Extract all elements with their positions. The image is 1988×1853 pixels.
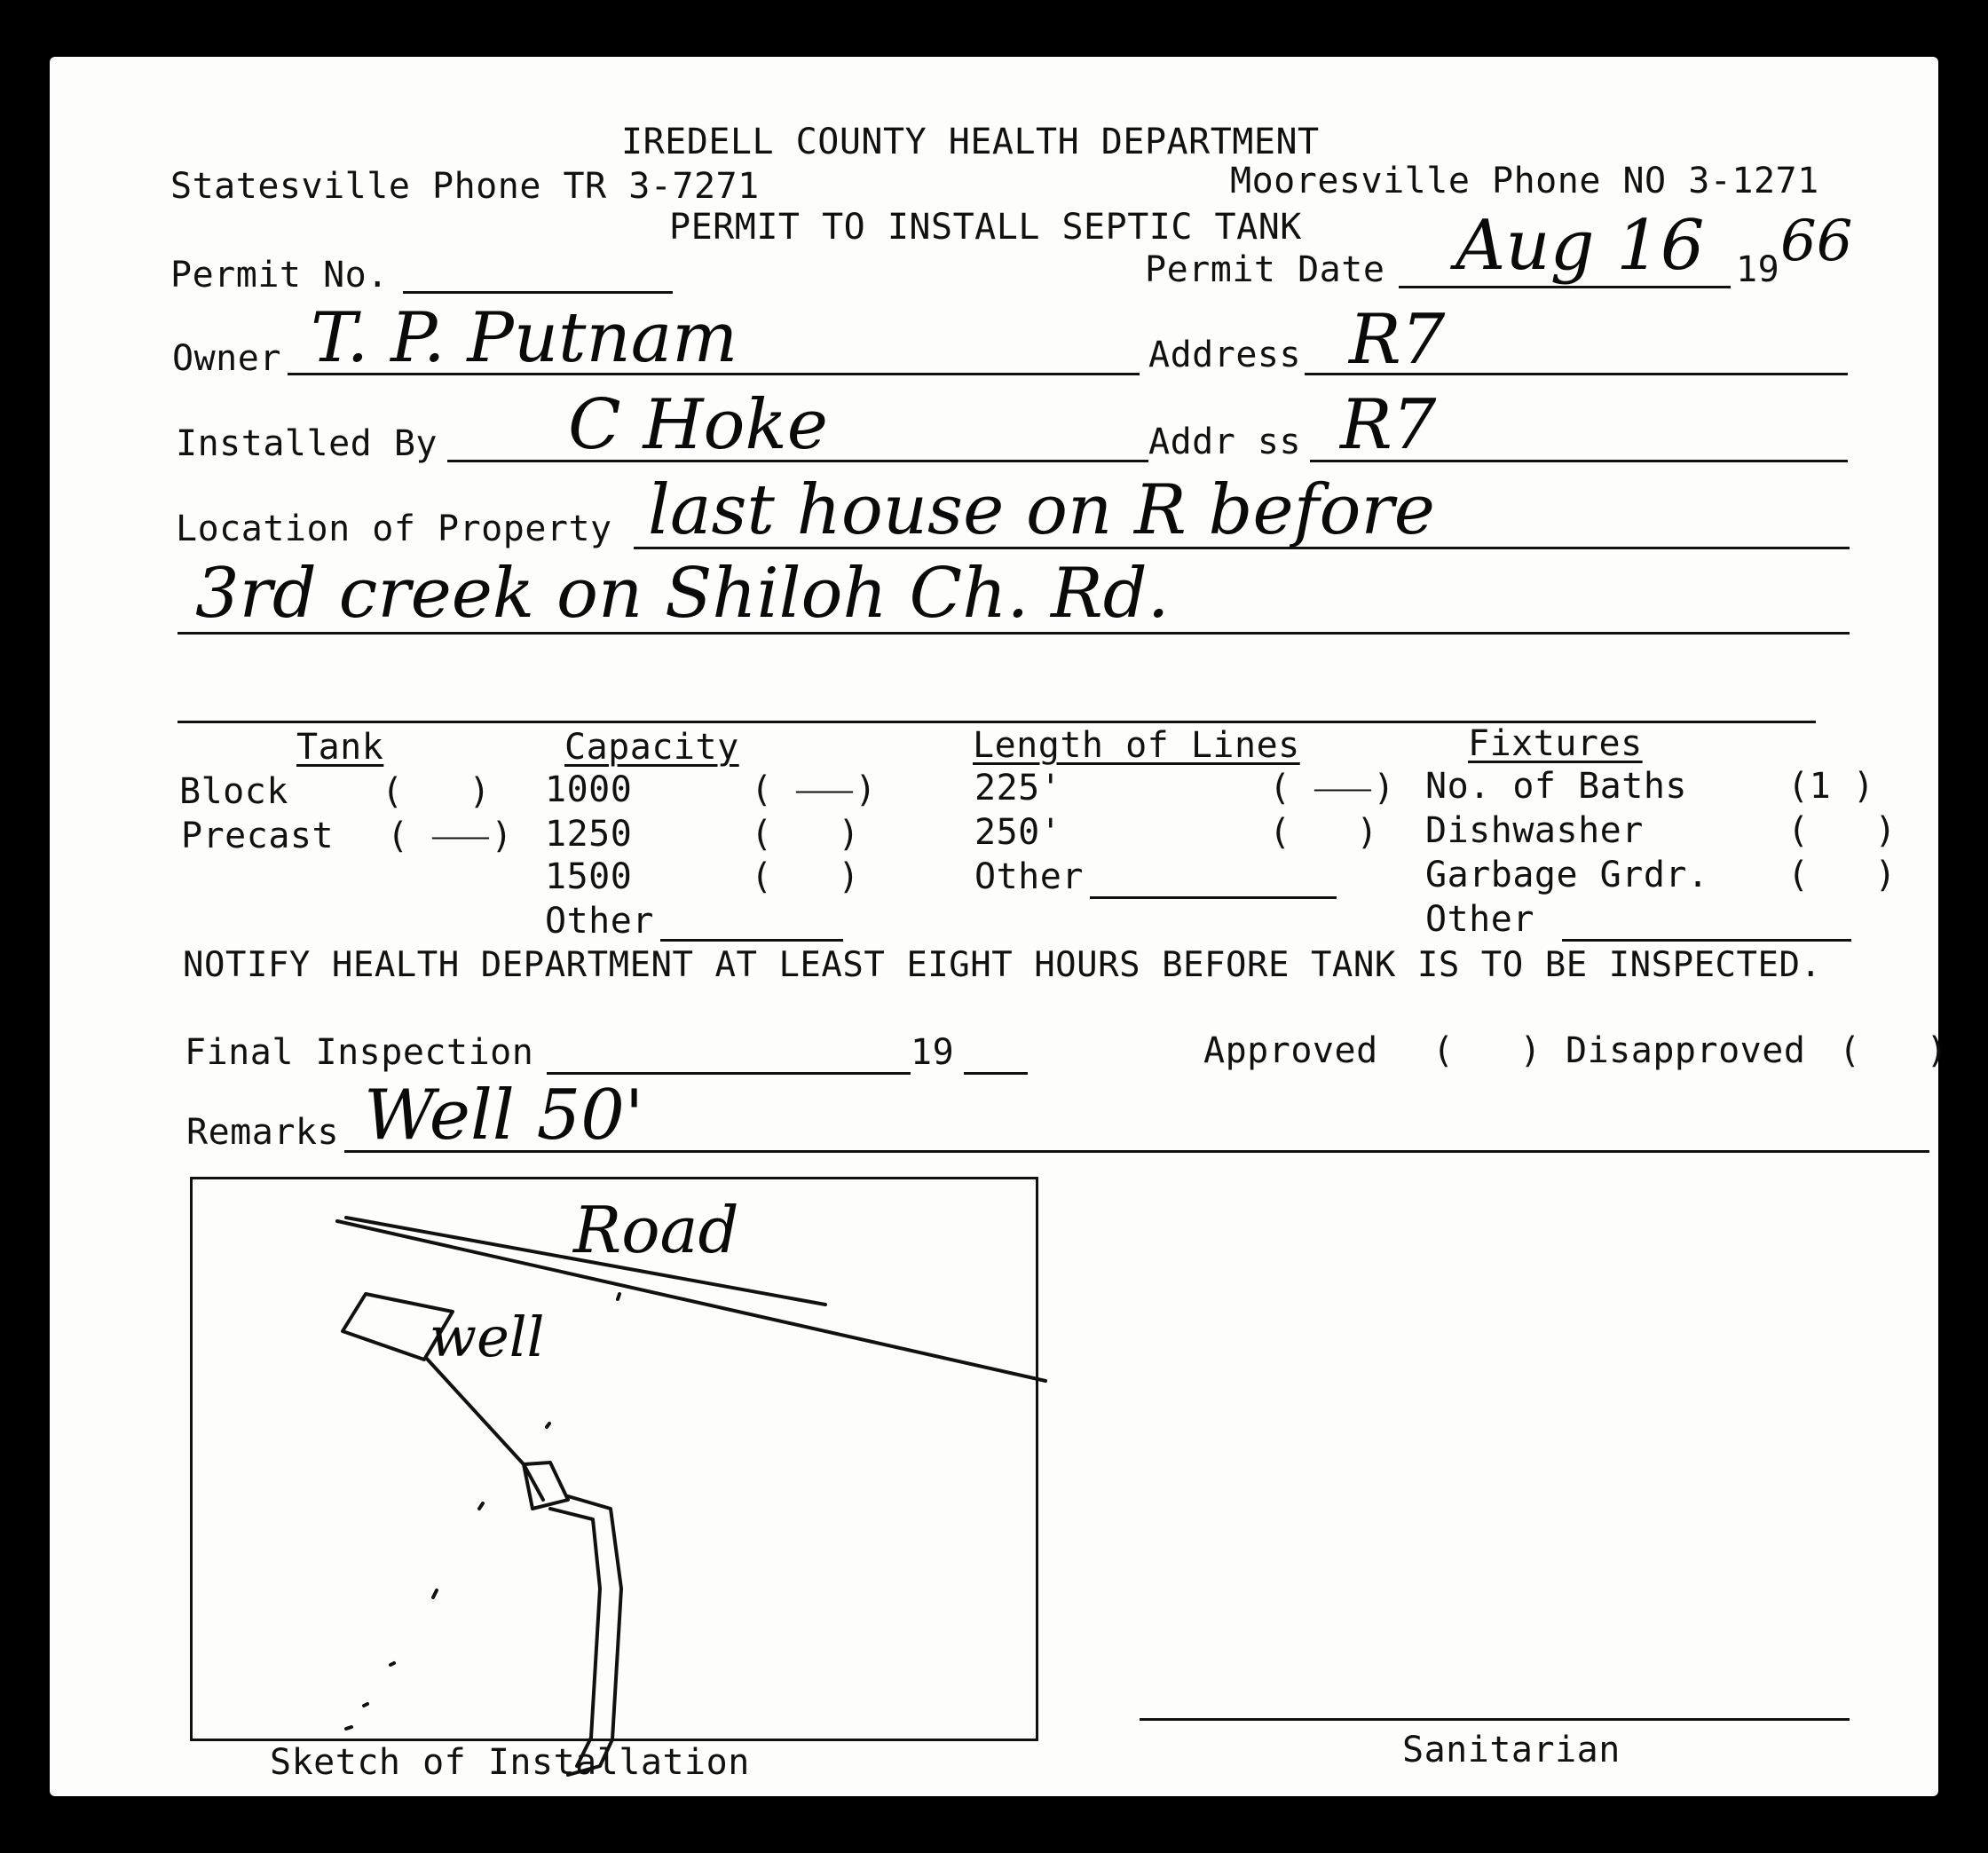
sanitarian-caption: Sanitarian: [1402, 1730, 1621, 1770]
tank-precast-mark: ( ⸺): [387, 816, 513, 856]
remarks-value: Well 50': [364, 1076, 644, 1155]
capacity-1500: 1500: [545, 856, 633, 897]
dot-6: [346, 1727, 351, 1729]
tank-shape: [524, 1463, 568, 1509]
capacity-1000: 1000: [545, 769, 633, 810]
tank-block: Block: [179, 771, 288, 812]
final-inspection-label: Final Inspection: [185, 1032, 534, 1073]
disapproved-mark: ( ): [1839, 1030, 1948, 1071]
sketch-well-label: well: [430, 1305, 545, 1369]
final-year-prefix: 19: [911, 1032, 955, 1073]
statesville-phone: Statesville Phone TR 3-7271: [170, 166, 760, 207]
department-title: IREDELL COUNTY HEALTH DEPARTMENT: [621, 122, 1320, 162]
drain-field-inner: [550, 1509, 600, 1766]
fixture-dishwasher: Dishwasher: [1425, 810, 1644, 851]
sanitarian-line: [1140, 1718, 1850, 1721]
permit-number-label: Permit No.: [170, 255, 389, 296]
capacity-header: Capacity: [564, 727, 739, 768]
fixture-garbage-mark: ( ): [1787, 855, 1897, 895]
location-label: Location of Property: [176, 509, 612, 549]
notice-text: NOTIFY HEALTH DEPARTMENT AT LEAST EIGHT HOURS BEFORE TANK IS TO BE INSPECTED.: [183, 945, 1822, 985]
sketch-road-label: Road: [573, 1193, 739, 1267]
permit-year-prefix: 19: [1736, 249, 1780, 290]
length-225: 225': [974, 768, 1062, 808]
remarks-label: Remarks: [186, 1112, 340, 1153]
capacity-other-label: Other: [545, 901, 654, 942]
tank-block-mark: ( ): [382, 771, 491, 812]
approved-mark: ( ): [1432, 1030, 1542, 1071]
owner-address-value: R7: [1349, 300, 1446, 380]
permit-year-value: 66: [1780, 209, 1853, 274]
length-250: 250': [974, 812, 1062, 853]
tank-precast: Precast: [181, 816, 335, 856]
length-other-label: Other: [974, 856, 1084, 897]
capacity-1000-mark: ( ⸺): [751, 769, 877, 810]
dot-5: [364, 1704, 367, 1706]
fixture-baths-mark: (1 ): [1787, 766, 1875, 807]
installer-address-label: Addr ss: [1148, 422, 1302, 462]
disapproved-label: Disapproved: [1566, 1030, 1806, 1071]
fixtures-header: Fixtures: [1468, 723, 1643, 764]
owner-address-label: Address: [1148, 335, 1302, 375]
fixture-baths: No. of Baths: [1425, 766, 1687, 807]
installer-address-value: R7: [1340, 385, 1437, 465]
permit-date-value: Aug 16: [1456, 206, 1705, 286]
dot-3: [433, 1590, 437, 1597]
fixture-dishwasher-mark: ( ): [1787, 810, 1897, 851]
capacity-1250-mark: ( ): [751, 814, 860, 855]
sketch-caption: Sketch of Installation: [270, 1742, 750, 1783]
length-250-mark: ( ): [1269, 812, 1378, 853]
mooresville-phone: Mooresville Phone NO 3-1271: [1230, 161, 1819, 201]
tank-header: Tank: [296, 727, 384, 768]
permit-date-label: Permit Date: [1145, 249, 1385, 290]
dot-2: [479, 1503, 483, 1509]
owner-label: Owner: [172, 338, 281, 379]
fixture-garbage: Garbage Grdr.: [1425, 855, 1709, 895]
approved-label: Approved: [1203, 1030, 1378, 1071]
installer-value: C Hoke: [568, 385, 828, 465]
owner-value: T. P. Putnam: [311, 298, 738, 378]
fixture-other: Other: [1425, 899, 1534, 940]
capacity-1500-mark: ( ): [751, 856, 860, 897]
capacity-1250: 1250: [545, 814, 633, 855]
form-title: PERMIT TO INSTALL SEPTIC TANK: [669, 207, 1302, 248]
dot-1: [547, 1423, 549, 1427]
installer-label: Installed By: [176, 423, 438, 464]
location-value-line2: 3rd creek on Shiloh Ch. Rd.: [195, 554, 1170, 634]
dot-7: [618, 1294, 619, 1299]
length-225-mark: ( ⸺): [1269, 768, 1395, 808]
location-value-line1: last house on R before: [648, 470, 1435, 550]
length-header: Length of Lines: [973, 725, 1300, 766]
dot-4: [390, 1663, 394, 1665]
